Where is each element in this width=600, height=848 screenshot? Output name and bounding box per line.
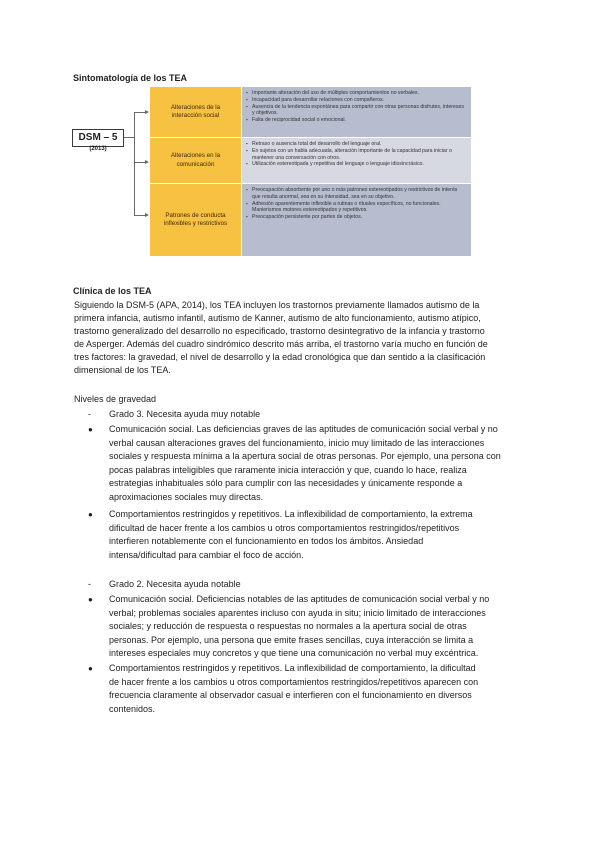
bullet-line: contenidos. — [109, 703, 156, 714]
bullet-line: de hacer frente a los cambios u otros comportamientos restringidos/repetitivos aparecen con — [109, 676, 479, 687]
bullet-line: sociales; y reducción de respuesta o respuestas no normales a la apertura social de otras — [109, 621, 467, 631]
grade-2-item — [88, 578, 241, 591]
bullet-line: interfieren notablemente con el funcionamiento en todos los ámbitos. Ansiedad — [109, 536, 424, 546]
grade-label: Grado 2. Necesita ayuda notable — [109, 579, 241, 589]
bullet-line: Comportamientos restringidos y repetitivos. La inflexibilidad de comportamiento, la extrema — [109, 509, 473, 519]
grade-3-item — [88, 408, 260, 421]
arrow-icon — [145, 110, 149, 114]
bullet-line: dificultad de hacer frente a los cambios u otros comportamientos restringidos/repetitivos — [109, 522, 460, 533]
paragraph-line: tres factores: la gravedad, el nivel de desarrollo y la edad cronológica que dan sentido a la clasificación — [74, 352, 486, 362]
dash-marker: - — [88, 409, 91, 419]
list-item: ▪ Incapacidad para desarrollar relaciones con compañeros. — [252, 97, 467, 104]
category-patrones-conducta — [150, 184, 241, 256]
grade-label: Grado 3. Necesita ayuda muy notable — [109, 409, 261, 419]
list-item: ▪ Preocupación absorbente por uno o más patrones estereotipados y restrictivos de interés que resulta anormal, sea en su intensidad, sea en su objetivo. — [252, 187, 467, 201]
bullet-line: Comunicación social. Las deficiencias graves de las aptitudes de comunicación social verbal y no — [109, 424, 498, 434]
clinica-paragraph — [74, 299, 526, 377]
bullet-icon: ● — [88, 664, 93, 673]
bullet-line: frecuencia claramente al observador casual e interfieren con el funcionamiento en diversos — [109, 690, 472, 700]
category-interaccion-social — [150, 87, 241, 137]
bullet-line: personas. Por ejemplo, una persona que emite frases sencillas, cuya interacción se limita a — [109, 634, 474, 645]
category-description — [242, 87, 471, 137]
bullet-line: intensa/dificultad para cambiar el foco de acción. — [109, 549, 304, 560]
connector-line — [124, 137, 134, 138]
category-label: Alteraciones en la comunicación — [170, 152, 221, 168]
list-item: ▪ Preocupación persistente por partes de objetos. — [252, 214, 467, 221]
category-description — [242, 138, 471, 183]
list-item: ▪ Retraso o ausencia total del desarrollo del lenguaje oral. — [252, 141, 467, 148]
paragraph-line: Siguiendo la DSM-5 (APA, 2014), los TEA incluyen los trastornos previamente llamados autismo de la — [74, 300, 480, 310]
bullet-line: verbal; problemas sociales aparentes incluso con ayuda in situ; inicio limitado de interacciones — [109, 607, 486, 618]
paragraph-line: de Asperger. Además del cuadro sindrómico descrito más arriba, el trastorno varía mucho en función de — [74, 339, 488, 349]
bullet-line: sociales y respuesta mínima a la apertura social de otras personas. Por ejemplo, una persona con — [109, 451, 501, 461]
bullet-icon: ● — [88, 595, 93, 604]
connector-bracket — [134, 112, 135, 215]
bullet-line: aproximaciones sociales muy directas. — [109, 491, 264, 502]
category-comunicacion — [150, 138, 241, 183]
arrow-icon — [145, 160, 149, 164]
clinica-heading: Clínica de los TEA — [73, 286, 152, 296]
bullet-line: intereses especiales muy concretos y que tiene una comunicación no verbal muy excéntrica. — [109, 648, 479, 658]
paragraph-line: primera infancia, autismo infantil, autismo de Kanner, autismo de alto funcionamiento, autismo atípico, — [74, 313, 481, 323]
bullet-icon: ● — [88, 510, 93, 519]
bullet-icon: ● — [88, 425, 93, 434]
arrow-icon — [145, 213, 149, 217]
category-description — [242, 184, 471, 256]
dsm-year: (2013) — [89, 146, 107, 152]
list-item: ▪ Importante alteración del uso de múltiples comportamientos no verbales. — [252, 90, 467, 97]
list-item: ▪ Falta de reciprocidad social o emocional. — [252, 117, 467, 124]
paragraph-line: dimensional de los TEA. — [74, 365, 171, 375]
list-item: ▪ En sujetos con un habla adecuada, alteración importante de la capacidad para iniciar o mantener una conversación con otros. — [252, 148, 467, 162]
bullet-line: pocas palabras inteligibles que raramente inicia interacción y que, cuando lo hace, realiza — [109, 464, 467, 475]
bullet-line: Comunicación social. Deficiencias notables de las aptitudes de comunicación social verbal y no — [109, 594, 490, 604]
category-label: Alteraciones de la interacción social — [170, 103, 221, 119]
category-label: Patrones de conducta inflexibles y restrictivos — [163, 211, 228, 227]
list-item: ▪ Ausencia de la tendencia espontánea para compartir con otras personas disfrutes, intereses y objetivos. — [252, 104, 467, 118]
bullet-line: Comportamientos restringidos y repetitivos. La inflexibilidad de comportamiento, la dificultad — [109, 663, 476, 673]
dash-marker: - — [88, 579, 91, 589]
list-item: ▪ Utilización estereotipada y repetitiva del lenguaje o lenguaje idiosincrásico. — [252, 161, 467, 168]
bullet-line: verbal causan alteraciones graves del funcionamiento, inicio muy limitado de las interacciones — [109, 437, 485, 448]
sintomatologia-heading: Sintomatología de los TEA — [73, 73, 188, 83]
bullet-line: estrategias inhabituales sólo para cumplir con las necesidades y únicamente responde a — [109, 478, 463, 488]
niveles-heading: Niveles de gravedad — [74, 394, 157, 404]
dsm-label: DSM – 5 — [72, 129, 124, 147]
list-item: ▪ Adhesión aparentemente inflexible a rutinas o rituales específicos, no funcionales. Manierismos motores estereotipados y repetitivos. — [252, 201, 467, 215]
paragraph-line: trastorno generalizado del desarrollo no especificado, trastorno desintegrativo de la infancia y trastorno — [74, 326, 485, 336]
